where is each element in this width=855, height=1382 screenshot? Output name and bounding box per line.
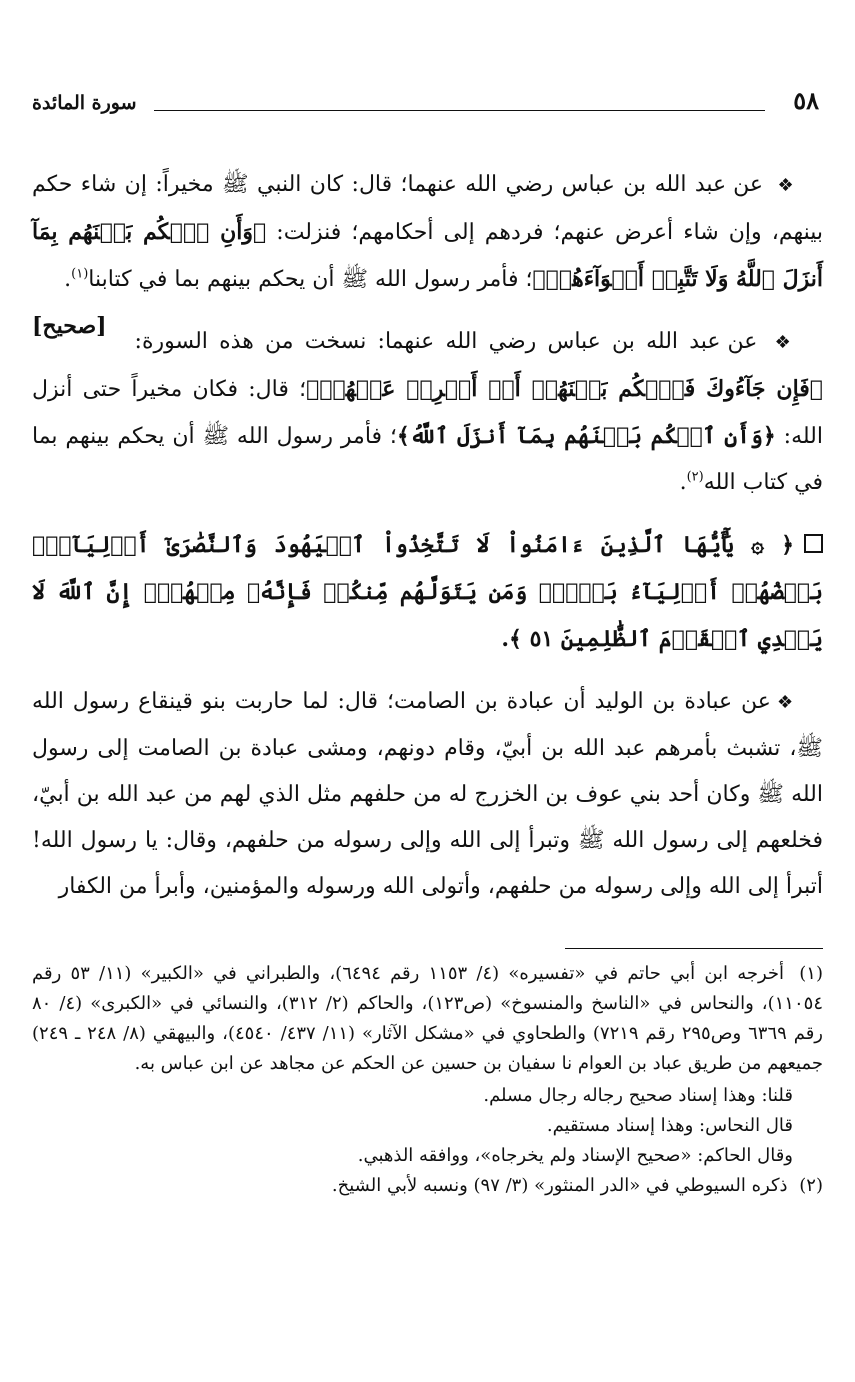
quran-verse: ﴿وَأَنِ ٱحۡكُم بَيۡنَهُم بِمَآ أَنزَلَ ٱللَّهُ﴾ — [396, 423, 776, 449]
footnote-number: (١) — [799, 963, 823, 984]
quran-verse: ﴿فَإِن جَآءُوكَ فَٱحۡكُم بَيۡنَهُمۡ أَوۡ أَعۡرِضۡ عَنۡهُمۡ﴾ — [306, 376, 823, 402]
diamond-bullet-icon: ❖ — [776, 692, 795, 713]
paragraph-text: ؛ قال: فكان مخيراً حتى أنزل الله: — [32, 377, 823, 449]
square-marker-icon — [804, 534, 823, 553]
verse-paragraph — [32, 522, 823, 663]
paragraph-text: ؛ فأمر رسول الله ﷺ أن يحكم بينهم بما في كتاب الله — [32, 424, 823, 495]
hadith-paragraph-2: ❖ عن عبد الله بن عباس رضي الله عنهما: نسخت من هذه السورة: ﴿فَإِن جَآءُوكَ فَٱحۡكُم بَيۡنَهُمۡ أَوۡ أَعۡرِضۡ عَنۡهُمۡ﴾؛ قال: فكان مخيراً حتى أنزل الله: ﴿وَأَنِ ٱحۡكُم بَيۡنَهُم بِمَآ أَنزَلَ ٱللَّهُ﴾؛ فأمر رسول الله ﷺ أن يحكم بينهم بما في كتاب الله$^{(٢)}$. — [32, 329, 823, 495]
footnote-ref: (١) — [71, 266, 89, 282]
footnote-1 — [32, 959, 823, 1079]
footnote-separator — [565, 948, 823, 949]
footnote-note: وقال الحاكم: «صحيح الإسناد ولم يخرجاه»، ووافقه الذهبي. — [357, 1145, 793, 1166]
footnote-2 — [32, 1171, 823, 1201]
footnote-text: أخرجه ابن أبي حاتم في «تفسيره» (٤/ ١١٥٣ رقم ٦٤٩٤)، والطبراني في «الكبير» (١١/ ٥٣ رقم ١١٠٥٤)، والنحاس في «الناسخ والمنسوخ» (ص١٢٣)، والحاكم (٢/ ٣١٢)، والنسائي في «الكبرى» (٤/ ٨٠ رقم ٦٣٦٩ وص٢٩٥ رقم ٧٢١٩) والطحاوي في «مشكل الآثار» (١١/ ٤٣٧/ ٤٥٤٠)، والبيهقي (٨/ ٢٤٨ ـ ٢٤٩) جميعهم من طريق عباد بن العوام نا سفيان بن حسين عن الحكم عن مجاهد عن ابن عباس به. — [32, 963, 823, 1074]
paragraph-text: ؛ فأمر رسول الله ﷺ أن يحكم بينهم بما في كتابنا — [88, 267, 533, 292]
footnote-number: (٢) — [799, 1175, 823, 1196]
book-page — [32, 82, 823, 1203]
main-text — [32, 162, 823, 910]
quran-verse: ﴿ ۞ يَٰٓأَيُّهَا ٱلَّذِينَ ءَامَنُواْ لَا تَتَّخِذُواْ ٱلۡيَهُودَ وَٱلنَّصَٰرَىٰٓ أَوۡلِيَآءَۘ بَعۡضُهُمۡ أَوۡلِيَآءُ بَعۡضٖۚ وَمَن يَتَوَلَّهُم مِّنكُمۡ فَإِنَّهُۥ مِنۡهُمۡۗ إِنَّ ٱللَّهَ لَا يَهۡدِي ٱلۡقَوۡمَ ٱلظَّٰلِمِينَ ٥١ ﴾. — [32, 532, 823, 652]
hadith-paragraph-3 — [32, 679, 823, 910]
footnote-note: قلنا: وهذا إسناد صحيح رجاله رجال مسلم. — [483, 1085, 793, 1106]
surah-name: سورة المائدة — [32, 92, 137, 114]
hadith-grade: [صحيح] — [32, 313, 107, 339]
diamond-bullet-icon: ❖ — [777, 175, 795, 196]
page-header — [32, 82, 823, 122]
paragraph-text: عن عبد الله بن عباس رضي الله عنهما؛ قال: كان النبي ﷺ مخيراً: إن شاء حكم بينهم، وإن شاء أعرض عنهم؛ فردهم إلى أحكامهم؛ فنزلت: — [32, 172, 823, 245]
header-rule — [154, 110, 765, 111]
footnotes — [32, 959, 823, 1201]
paragraph-text: عن عبادة بن الوليد أن عبادة بن الصامت؛ قال: لما حاربت بنو قينقاع رسول الله ﷺ، تشبث بأمرهم عبد الله بن أبيّ، وقام دونهم، ومشى عبادة بن الصامت إلى رسول الله ﷺ وكان أحد بني عوف بن الخزرج له من حلفهم مثل الذي لهم من عبد الله بن أبيّ، فخلعهم إلى رسول الله ﷺ وتبرأ إلى الله وإلى رسوله من حلفهم، وقال: يا رسول الله! أتبرأ إلى الله وإلى رسوله من حلفهم، وأتولى الله ورسوله والمؤمنين، وأبرأ من الكفار — [32, 689, 823, 899]
hadith-paragraph-1: ❖ عن عبد الله بن عباس رضي الله عنهما؛ قال: كان النبي ﷺ مخيراً: إن شاء حكم بينهم، وإن شاء أعرض عنهم؛ فردهم إلى أحكامهم؛ فنزلت: ﴿وَأَنِ ٱحۡكُم بَيۡنَهُم بِمَآ أَنزَلَ ٱللَّهُ وَلَا تَتَّبِعۡ أَهۡوَآءَهُمۡ﴾؛ فأمر رسول الله ﷺ أن يحكم بينهم بما في كتابنا$^{(١)}$. [صحيح] — [32, 162, 823, 303]
quran-verse: ﴿وَأَنِ ٱحۡكُم بَيۡنَهُم بِمَآ أَنزَلَ ٱللَّهُ وَلَا تَتَّبِعۡ أَهۡوَآءَهُمۡ﴾ — [32, 219, 823, 292]
diamond-bullet-icon: ❖ — [774, 332, 795, 353]
footnote-text: ذكره السيوطي في «الدر المنثور» (٣/ ٩٧) ونسبه لأبي الشيخ. — [331, 1175, 788, 1196]
paragraph-text: عن عبد الله بن عباس رضي الله عنهما: نسخت من هذه السورة: — [134, 329, 758, 354]
page-number: ٥٨ — [793, 86, 819, 115]
footnote-note: قال النحاس: وهذا إسناد مستقيم. — [546, 1115, 793, 1136]
footnote-ref: (٢) — [686, 469, 704, 485]
